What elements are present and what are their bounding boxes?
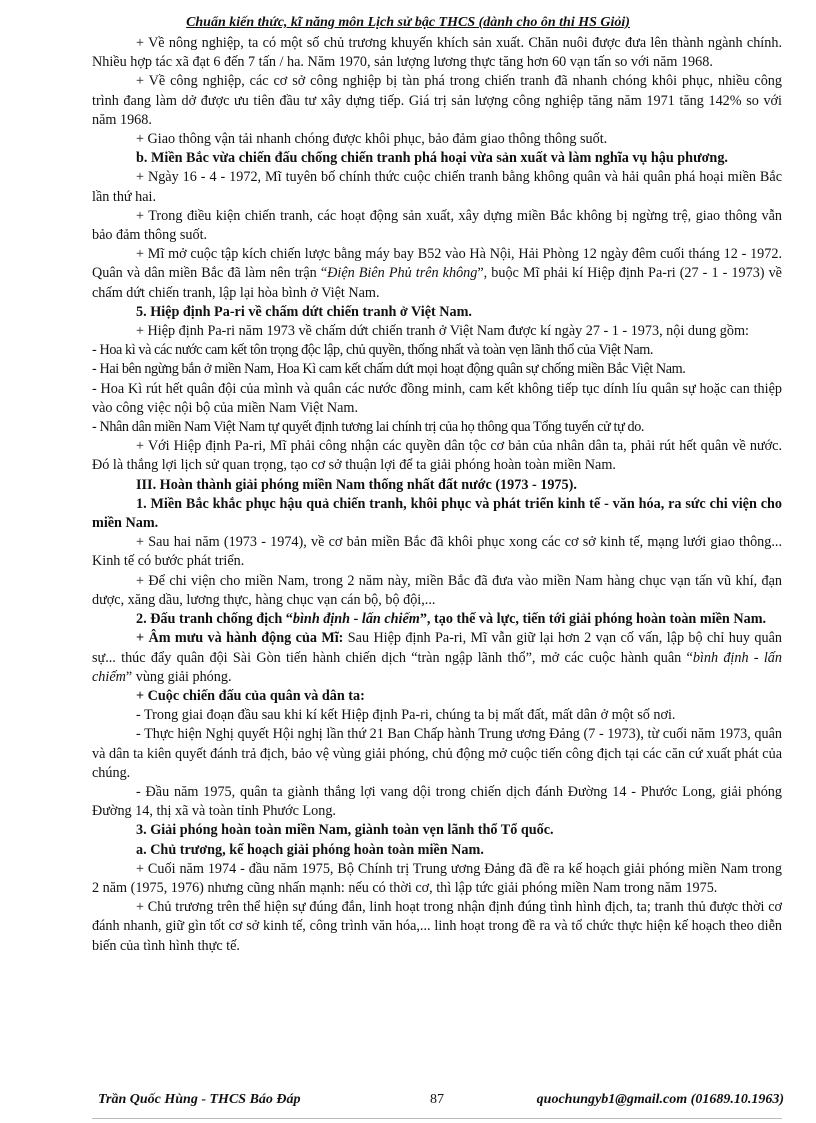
document-body bbox=[92, 34, 782, 956]
footer-rule bbox=[92, 1118, 782, 1119]
page-header-title: Chuẩn kiến thức, kĩ năng môn Lịch sử bậc THCS (dành cho ôn thi HS Giỏi) bbox=[186, 15, 630, 30]
heading-section-2 bbox=[92, 610, 782, 629]
paragraph-war-1972: + Ngày 16 - 4 - 1972, Mĩ tuyên bố chính thức cuộc chiến tranh bằng không quân và hải quân phá hoại miền Bắc lần thứ hai. bbox=[92, 169, 782, 205]
heading-section-b: b. Miền Bắc vừa chiến đấu chống chiến tranh phá hoại vừa sản xuất và làm nghĩa vụ hậu phương. bbox=[136, 150, 728, 167]
heading-section-3a: a. Chủ trương, kế hoạch giải phóng hoàn toàn miền Nam. bbox=[136, 841, 484, 858]
text-segment: + Mĩ mở cuộc tập kích chiến lược bằng máy bay B52 vào Hà Nội, Hải Phòng 12 ngày đêm cuối tháng 12 - 1972. Quân và dân miền Bắc đã làm nên trận “ bbox=[92, 246, 782, 282]
italic-phrase: bình định - lấn chiếm bbox=[92, 649, 782, 685]
list-item-early-phase: - Trong giai đoạn đầu sau khi kí kết Hiệp định Pa-ri, chúng ta bị mất đất, mất dân ở một số nơi. bbox=[136, 707, 676, 724]
paragraph-recovery: + Sau hai năm (1973 - 1974), về cơ bản miền Bắc đã khôi phục xong các cơ sở kinh tế, mạng lưới giao thông... Kinh tế có bước phát triển. bbox=[92, 534, 782, 570]
paragraph-support-south: + Để chi viện cho miền Nam, trong 2 năm này, miền Bắc đã đưa vào miền Nam hàng chục vạn tấn vũ khí, đạn dược, xăng dầu, lương thực, hàng chục vạn cán bộ, bộ đội,... bbox=[92, 572, 782, 608]
heading-part-III: III. Hoàn thành giải phóng miền Nam thống nhất đất nước (1973 - 1975). bbox=[136, 476, 577, 493]
list-item-clause-3: - Hoa Kì rút hết quân đội của mình và quân các nước đồng minh, cam kết không tiếp tục dính líu quân sự hoặc can thiệp vào công việc nội bộ của miền Nam Việt Nam. bbox=[92, 380, 782, 416]
heading-section-5: 5. Hiệp định Pa-ri về chấm dứt chiến tranh ở Việt Nam. bbox=[136, 303, 472, 320]
paragraph-us-plot bbox=[92, 629, 782, 687]
paragraph-transport: + Giao thông vận tải nhanh chóng được khôi phục, bảo đảm giao thông thông suốt. bbox=[136, 131, 608, 148]
paragraph-paris-significance: + Với Hiệp định Pa-ri, Mĩ phải công nhận các quyền dân tộc cơ bản của nhân dân ta, phải rút hết quân về nước. Đó là thắng lợi lịch sử quan trọng, tạo cơ sở thuận lợi để ta giải phóng hoàn toàn miền Nam. bbox=[92, 438, 782, 474]
list-item-clause-2: - Hai bên ngừng bắn ở miền Nam, Hoa Kì cam kết chấm dứt mọi hoạt động quân sự chống miền Bắc Việt Nam. bbox=[92, 361, 686, 378]
italic-phrase: bình định - lấn chiếm bbox=[292, 611, 420, 628]
subheading-our-fight: + Cuộc chiến đấu của quân và dân ta: bbox=[136, 687, 365, 704]
text-segment: ”, buộc Mĩ phải kí Hiệp định Pa-ri (27 - 1 - 1973) về chấm dứt chiến tranh, lập lại hòa bình ở Việt Nam. bbox=[92, 265, 782, 301]
footer-author: Trần Quốc Hùng - THCS Báo Đáp bbox=[98, 1092, 301, 1107]
text-segment: Sau Hiệp định Pa-ri, Mĩ vẫn giữ lại hơn 2 vạn cố vấn, lập bộ chỉ huy quân sự... thúc đẩy quân đội Sài Gòn tiến hành chiến dịch “tràn ngập lãnh thổ”, mở các cuộc hành quân “ bbox=[92, 630, 782, 666]
heading-section-1: 1. Miền Bắc khắc phục hậu quả chiến tranh, khôi phục và phát triển kinh tế - văn hóa, ra sức chi viện cho miền Nam. bbox=[92, 495, 782, 532]
paragraph-plan-significance: + Chủ trương trên thể hiện sự đúng đắn, linh hoạt trong nhận định đúng tình hình địch, ta; tranh thủ được thời cơ đánh nhanh, giữ gìn tốt cơ sở kinh tế, công trình văn hóa,... linh hoạt trong đề ra và tổ chức thực hiện kế hoạch theo diễn biến của tình hình thực tế. bbox=[92, 899, 782, 954]
page-number: 87 bbox=[430, 1092, 444, 1107]
list-item-clause-4: - Nhân dân miền Nam Việt Nam tự quyết định tương lai chính trị của họ thông qua Tổng tuyển cử tự do. bbox=[92, 419, 645, 436]
footer-contact: quochungyb1@gmail.com (01689.10.1963) bbox=[536, 1092, 784, 1107]
bold-lead: + Âm mưu và hành động của Mĩ: bbox=[136, 630, 344, 647]
paragraph-b52-raid bbox=[92, 245, 782, 303]
page-footer bbox=[98, 1092, 784, 1112]
paragraph-war-conditions: + Trong điều kiện chiến tranh, các hoạt động sản xuất, xây dựng miền Bắc không bị ngừng trệ, giao thông vẫn bảo đảm thông suốt. bbox=[92, 207, 782, 244]
text-segment: 2. Đấu tranh chống địch “ bbox=[136, 611, 293, 628]
list-item-phuoc-long: - Đầu năm 1975, quân ta giành thắng lợi vang dội trong chiến dịch đánh Đường 14 - Phước Long, giải phóng Đường 14, thị xã và toàn tỉnh Phước Long. bbox=[92, 783, 782, 820]
list-item-clause-1: - Hoa kì và các nước cam kết tôn trọng độc lập, chủ quyền, thống nhất và toàn vẹn lãnh thổ của Việt Nam. bbox=[92, 342, 654, 359]
text-segment: ” vùng giải phóng. bbox=[125, 668, 232, 685]
list-item-resolution-21: - Thực hiện Nghị quyết Hội nghị lần thứ 21 Ban Chấp hành Trung ương Đảng (7 - 1973), từ cuối năm 1973, quân và dân ta kiên quyết đánh trả địch, bảo vệ vùng giải phóng, chủ động mở cuộc tiến công địch tại các căn cứ xuất phát của chúng. bbox=[92, 726, 782, 781]
paragraph-plan-1975: + Cuối năm 1974 - đầu năm 1975, Bộ Chính trị Trung ương Đảng đã đề ra kế hoạch giải phóng miền Nam trong 2 năm (1975, 1976) nhưng cũng nhấn mạnh: nếu có thời cơ, thì lập tức giải phóng miền Nam trong năm 1975. bbox=[92, 860, 782, 896]
paragraph-paris-agreement: + Hiệp định Pa-ri năm 1973 về chấm dứt chiến tranh ở Việt Nam được kí ngày 27 - 1 - 1973, nội dung gồm: bbox=[136, 323, 749, 340]
paragraph-agriculture: + Về nông nghiệp, ta có một số chủ trương khuyến khích sản xuất. Chăn nuôi được đưa lên thành ngành chính. Nhiều hợp tác xã đạt 6 đến 7 tấn / ha. Năm 1970, sản lượng lương thực tăng hơn 60 vạn tấn so với năm 1968. bbox=[92, 35, 782, 71]
paragraph-industry: + Về công nghiệp, các cơ sở công nghiệp bị tàn phá trong chiến tranh đã nhanh chóng khôi phục, nhiều công trình đang làm dở được ưu tiên đầu tư xây dựng tiếp. Giá trị sản lượng công nghiệp tăng năm 1971 tăng 142% so với năm 1968. bbox=[92, 73, 782, 128]
italic-phrase: Điện Biên Phủ trên không bbox=[327, 265, 478, 282]
heading-section-3: 3. Giải phóng hoàn toàn miền Nam, giành toàn vẹn lãnh thổ Tổ quốc. bbox=[136, 822, 554, 839]
text-segment: ”, tạo thế và lực, tiến tới giải phóng hoàn toàn miền Nam. bbox=[419, 611, 767, 628]
